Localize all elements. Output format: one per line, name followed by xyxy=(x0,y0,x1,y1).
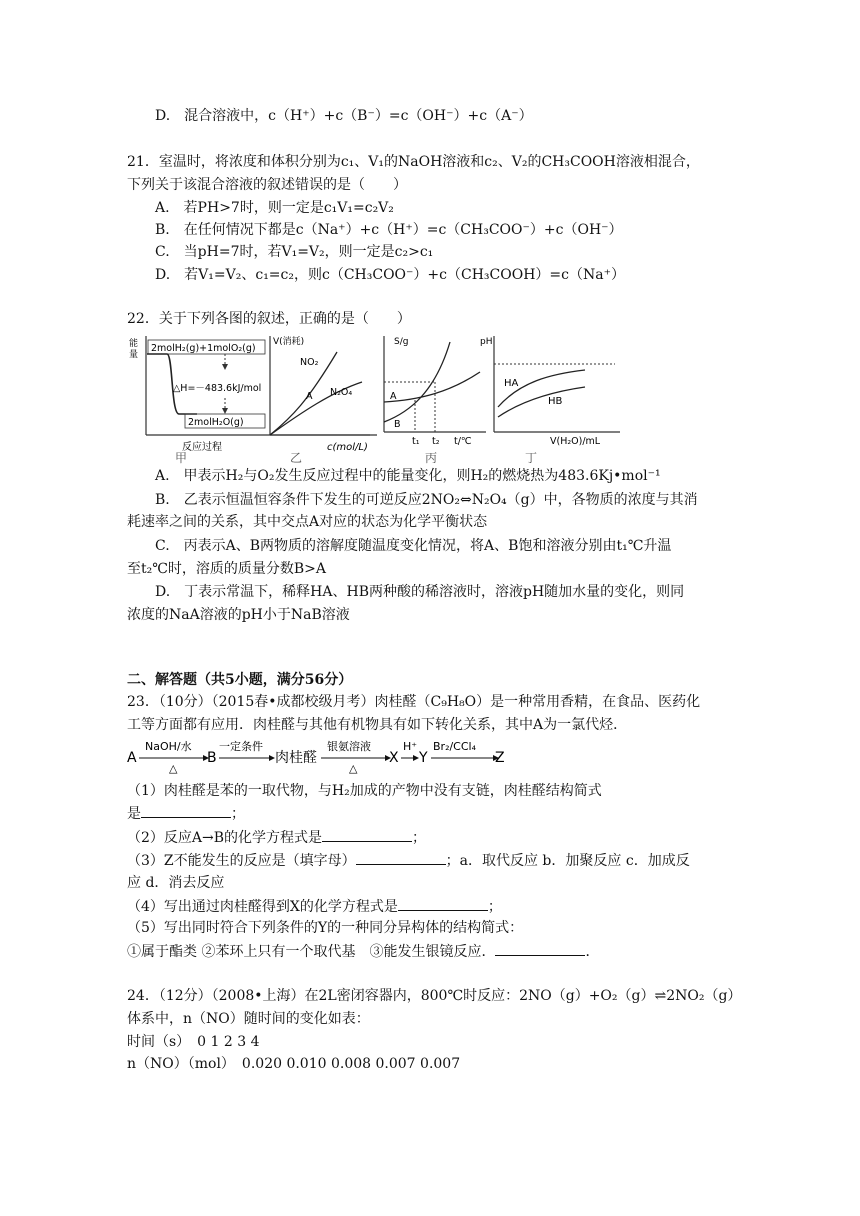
chain-z: Z xyxy=(495,750,505,766)
q23-part1-line2: 是 ； xyxy=(127,803,245,824)
q22-option-b-line1: B. 乙表示恒温恒容条件下发生的可逆反应2NO₂⇔N₂O₄（g）中，各物质的浓度与其消 xyxy=(155,492,698,508)
chain-y: Y xyxy=(419,750,428,766)
figure-jia-name: 甲 xyxy=(175,451,188,465)
chain-cond-1: △ xyxy=(169,762,178,775)
figure-ding-name: 丁 xyxy=(525,451,538,465)
q21-stem-line2: 下列关于该混合溶液的叙述错误的是（ ） xyxy=(127,177,407,193)
q23-stem-line1: 23．（10分）（2015春•成都校级月考）肉桂醛（C₉H₈O）是一种常用香精，在食品、医药化 xyxy=(127,694,701,710)
q24-table-row-no: n（NO）（mol） 0.020 0.010 0.008 0.007 0.007 xyxy=(127,1056,461,1072)
yi-ylabel: V(消耗) xyxy=(273,337,305,347)
jia-bottom-label: 2molH₂O(g) xyxy=(188,417,244,428)
yi-series-n2o4: N₂O₄ xyxy=(330,387,353,398)
bing-point-a: A xyxy=(390,391,397,402)
q23-part3-line2: 应 d．消去反应 xyxy=(127,875,225,891)
q22-option-c-line1: C. 丙表示A、B两物质的溶解度随温度变化情况，将A、B饱和溶液分别由t₁℃升温 xyxy=(155,538,672,554)
jia-xlabel: 反应过程 xyxy=(182,442,222,453)
chain-a: A xyxy=(127,750,137,766)
q23-part5-conditions: ①属于酯类 ②苯环上只有一个取代基 ③能发生银镜反应． ． xyxy=(127,941,599,962)
q22-option-c-line2: 至t₂℃时，溶质的质量分数B>A xyxy=(127,561,327,577)
jia-dh-label: △H=－483.6kJ/mol xyxy=(173,383,262,394)
q21-option-a: A. 若PH>7时，则一定是c₁V₁=c₂V₂ xyxy=(155,200,394,216)
q22-option-d-line2: 浓度的NaA溶液的pH小于NaB溶液 xyxy=(127,607,350,623)
q23-part5: （5）写出同时符合下列条件的Y的一种同分异构体的结构简式： xyxy=(127,920,524,936)
figure-bing-name: 丙 xyxy=(425,451,438,465)
figure-bing xyxy=(380,332,493,457)
chain-reagent-2: 一定条件 xyxy=(219,740,263,753)
q24-stem-line2: 体系中，n（NO）随时间的变化如表： xyxy=(127,1011,370,1027)
reaction-chain xyxy=(127,736,547,776)
bing-t2: t₂ xyxy=(432,436,440,447)
ding-series-ha: HA xyxy=(504,378,519,389)
jia-top-label: 2molH₂(g)+1molO₂(g) xyxy=(151,343,256,354)
yi-xlabel: c(mol/L) xyxy=(327,442,368,453)
figure-yi xyxy=(262,332,372,457)
q22-option-d-line1: D. 丁表示常温下，稀释HA、HB两种酸的稀溶液时，溶液pH随加水量的变化，则同 xyxy=(155,584,685,600)
bing-xlabel: t/℃ xyxy=(454,436,472,447)
ding-ylabel: pH xyxy=(480,337,493,347)
section-title: 二、解答题（共5小题，满分56分） xyxy=(127,672,353,688)
q23-part3-line1: （3）Z不能发生的反应是（填字母） ；a．取代反应 b．加聚反应 c．加成反 xyxy=(127,850,690,871)
q20-option-d: D. 混合溶液中，c（H⁺）+c（B⁻）=c（OH⁻）+c（A⁻） xyxy=(155,108,533,124)
q22-option-a: A. 甲表示H₂与O₂发生反应过程中的能量变化，则H₂的燃烧热为483.6Kj•mol⁻¹ xyxy=(155,468,661,484)
jia-ylabel-2: 量 xyxy=(129,350,139,360)
q23-stem-line2: 工等方面都有应用．肉桂醛与其他有机物具有如下转化关系，其中A为一氯代烃． xyxy=(127,717,628,733)
chain-reagent-4: H⁺ xyxy=(403,740,418,753)
q21-option-d: D. 若V₁=V₂、c₁=c₂，则c（CH₃COO⁻）+c（CH₃COOH）=c（Na⁺） xyxy=(155,267,625,283)
jia-ylabel-1: 能 xyxy=(129,339,139,349)
q23-part2: （2）反应A→B的化学方程式是 ； xyxy=(127,827,426,848)
q22-stem: 22．关于下列各图的叙述，正确的是（ ） xyxy=(127,311,411,327)
q23-part4: （4）写出通过肉桂醛得到X的化学方程式是 ； xyxy=(127,896,502,917)
chain-reagent-5: Br₂/CCl₄ xyxy=(433,740,477,753)
bing-point-b: B xyxy=(394,419,401,430)
q24-table-row-time: 时间（s） 0 1 2 3 4 xyxy=(127,1034,260,1050)
chain-cinnamaldehyde: 肉桂醛 xyxy=(275,750,317,766)
bing-t1: t₁ xyxy=(412,436,420,447)
figure-yi-name: 乙 xyxy=(290,451,303,465)
chain-reagent-1: NaOH/水 xyxy=(145,740,192,753)
ding-xlabel: V(H₂O)/mL xyxy=(550,436,601,447)
yi-point-a: A xyxy=(306,391,313,402)
q21-option-b: B. 在任何情况下都是c（Na⁺）+c（H⁺）=c（CH₃COO⁻）+c（OH⁻） xyxy=(155,222,623,238)
q22-option-b-line2: 耗速率之间的关系，其中交点A对应的状态为化学平衡状态 xyxy=(127,514,488,530)
ding-series-hb: HB xyxy=(548,396,563,407)
q24-stem-line1: 24．（12分）（2008•上海）在2L密闭容器内，800℃时反应：2NO（g）+O₂（g）⇌2NO₂（g） xyxy=(127,988,742,1004)
chain-reagent-3: 银氨溶液 xyxy=(327,740,371,753)
chain-x: X xyxy=(389,750,399,766)
chain-cond-3: △ xyxy=(349,762,358,775)
yi-series-no2: NO₂ xyxy=(300,357,319,368)
q21-option-c: C. 当pH=7时，若V₁=V₂，则一定是c₂>c₁ xyxy=(155,244,434,260)
q21-stem-line1: 21．室温时，将浓度和体积分别为c₁、V₁的NaOH溶液和c₂、V₂的CH₃COOH溶液相混合， xyxy=(127,154,700,170)
figure-ding xyxy=(480,332,625,457)
q23-part1-line1: （1）肉桂醛是苯的一取代物，与H₂加成的产物中没有支链，肉桂醛结构简式 xyxy=(127,783,602,799)
chain-b: B xyxy=(207,750,217,766)
bing-ylabel: S/g xyxy=(394,337,409,347)
